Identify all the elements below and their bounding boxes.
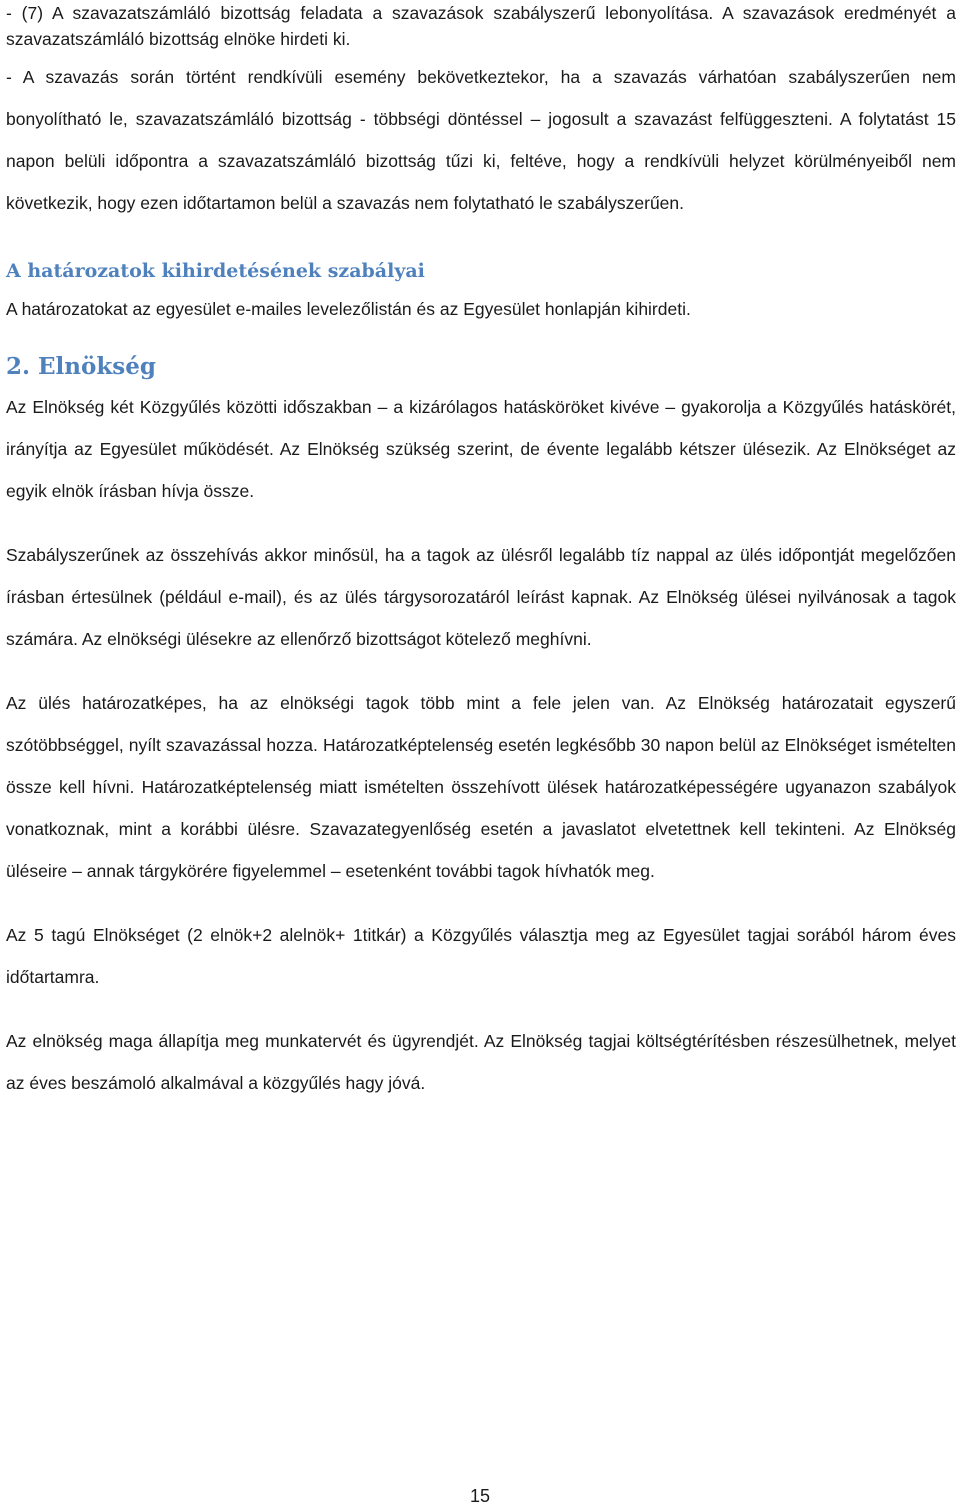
- paragraph-rendkivuli-esemeny: - A szavazás során történt rendkívüli esemény bekövetkeztekor, ha a szavazás várhatóan szabályszerűen nem bonyolítható le, szavazatszámláló bizottság - többségi döntéssel – jogosult a szavazást felfüggeszteni. A folytatást 15 napon belüli időpontra a szavazatszámláló bizottság tűzi ki, feltéve, hogy a rendkívüli helyzet körülményeiből nem következik, hogy ezen időtartamon belül a szavazás nem folytatható le szabályszerűen.: [6, 67, 956, 213]
- document-page: [6, 0, 956, 1104]
- heading-elnokseg: 2. Elnökség: [6, 353, 156, 380]
- paragraph-elnokseg-osszetetele: Az 5 tagú Elnökséget (2 elnök+2 alelnök+ 1titkár) a Közgyűlés választja meg az Egyesület tagjai sorából három éves időtartamra.: [6, 925, 956, 987]
- paragraph-szavazatszamlalo-feladata: - (7) A szavazatszámláló bizottság feladata a szavazások szabályszerű lebonyolítása. A szavazások eredményét a szavazatszámláló bizottság elnöke hirdeti ki.: [6, 3, 956, 49]
- paragraph-hatarozatok-kihirdetese: A határozatokat az egyesület e-mailes levelezőlistán és az Egyesület honlapján kihirdeti.: [6, 299, 691, 319]
- paragraph-munkaterv: Az elnökség maga állapítja meg munkatervét és ügyrendjét. Az Elnökség tagjai költségtérítésben részesülhetnek, melyet az éves beszámoló alkalmával a közgyűlés hagy jóvá.: [6, 1031, 956, 1093]
- paragraph-osszehivas: Szabályszerűnek az összehívás akkor minősül, ha a tagok az ülésről legalább tíz nappal az ülés időpontját megelőzően írásban értesülnek (például e-mail), és az ülés tárgysorozatáról leírást kapnak. Az Elnökség ülései nyilvánosak a tagok számára. Az elnökségi ülésekre az ellenőrző bizottságot kötelező meghívni.: [6, 545, 956, 649]
- paragraph-hatarozatkepesseg: Az ülés határozatképes, ha az elnökségi tagok több mint a fele jelen van. Az Elnökség határozatait egyszerű szótöbbséggel, nyílt szavazással hozza. Határozatképtelenség esetén legkésőbb 30 napon belül az Elnökséget ismételten össze kell hívni. Határozatképtelenség miatt ismételten összehívott ülések határozatképességére ugyanazon szabályok vonatkoznak, mint a korábbi ülésre. Szavazategyenlőség esetén a javaslatot elvetettnek kell tekinteni. Az Elnökség üléseire – annak tárgykörére figyelemmel – esetenként további tagok hívhatók meg.: [6, 693, 956, 881]
- heading-hatarozatok-kihirdetese: A határozatok kihirdetésének szabályai: [6, 260, 425, 282]
- paragraph-elnokseg-hataskor: Az Elnökség két Közgyűlés közötti időszakban – a kizárólagos hatásköröket kivéve – gyakorolja a Közgyűlés hatáskörét, irányítja az Egyesület működését. Az Elnökség szükség szerint, de évente legalább kétszer ülésezik. Az Elnökséget az egyik elnök írásban hívja össze.: [6, 397, 956, 501]
- page-number: 15: [469, 1486, 491, 1506]
